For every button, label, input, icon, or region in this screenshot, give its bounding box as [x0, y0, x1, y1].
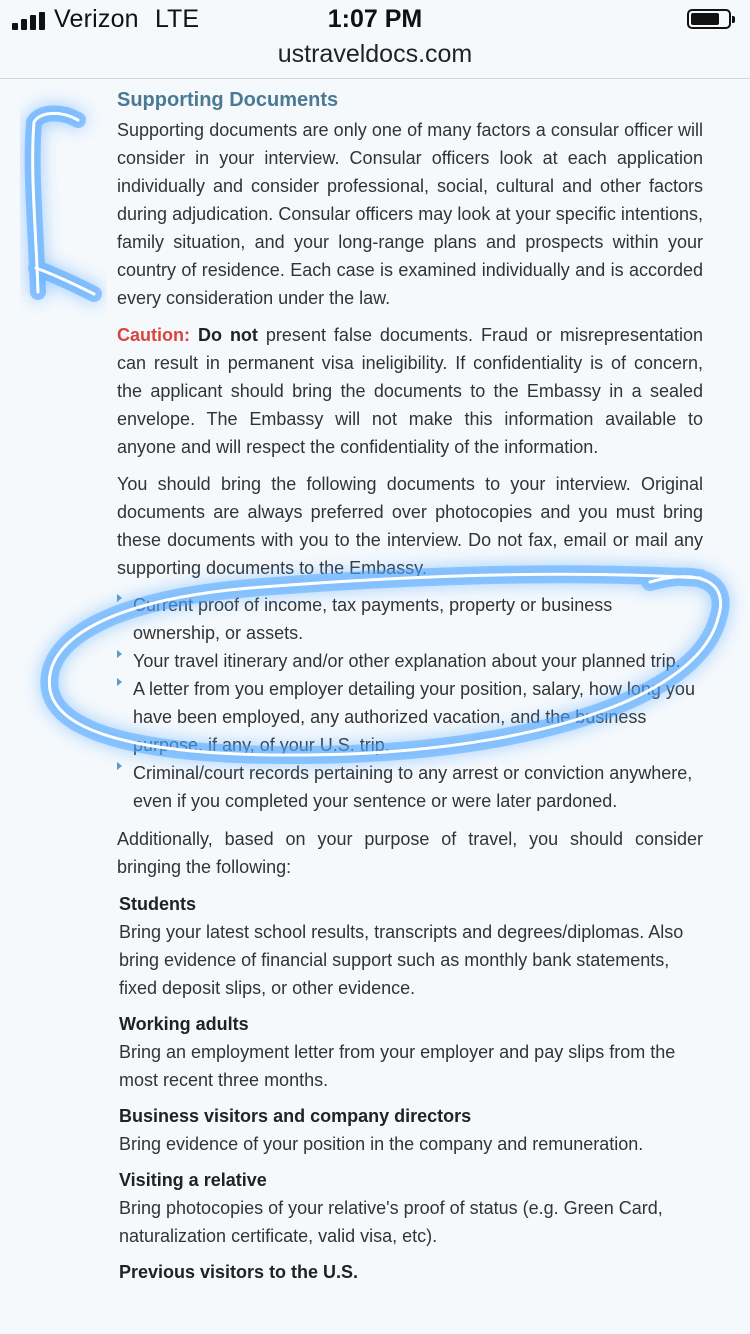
bullet-arrow-icon [117, 762, 122, 770]
toolbar-divider [0, 78, 750, 79]
caution-emphasis: Do not [197, 325, 258, 345]
category-description: Bring evidence of your position in the company and remuneration. [119, 1134, 644, 1154]
intro-paragraph: Supporting documents are only one of many factors a consular officer will consider in your interview. Consular officers look at each application individually and consider professional, social, cultural and other factors during adjudication. Consular officers may look at your specific intentions, family situation, and your long-range plans and prospects within your country of residence. Each case is examined individually and is accorded every consideration under the law. [117, 120, 703, 308]
category-working-adults [119, 1010, 703, 1094]
category-description: Bring your latest school results, transcripts and degrees/diplomas. Also bring evidence of financial support such as monthly bank statements, fixed deposit slips, or other evidence. [119, 922, 684, 998]
category-students [119, 890, 703, 1002]
list-item-text: Criminal/court records pertaining to any arrest or conviction anywhere, even if you completed your sentence or were later pardoned. [133, 763, 693, 811]
list-item-text: Your travel itinerary and/or other explanation about your planned trip. [133, 651, 681, 671]
additional-intro-paragraph: Additionally, based on your purpose of travel, you should consider bringing the following: [117, 829, 703, 877]
list-item-text: Current proof of income, tax payments, property or business ownership, or assets. [133, 595, 613, 643]
list-item [117, 675, 703, 759]
article-content [117, 86, 703, 1286]
bullet-arrow-icon [117, 594, 122, 602]
category-title: Working adults [119, 1014, 249, 1034]
category-description: Bring an employment letter from your employer and pay slips from the most recent three months. [119, 1042, 676, 1090]
clock: 1:07 PM [327, 5, 423, 33]
network-type: LTE [155, 5, 199, 33]
caution-label: Caution: [117, 325, 190, 345]
battery-icon [687, 9, 731, 29]
caution-paragraph [117, 321, 703, 461]
list-item-text: A letter from you employer detailing your position, salary, how long you have been employed, any authorized vacation, and the business purpose, if any, of your U.S. trip. [133, 679, 695, 755]
caution-text: present false documents. Fraud or misrepresentation can result in permanent visa ineligibility. If confidentiality is of concern, the applicant should bring the documents to the Embassy in a sealed envelope. The Embassy will not make this information available to anyone and will respect the confidentiality of the information. [117, 325, 703, 457]
category-description: Bring photocopies of your relative's proof of status (e.g. Green Card, naturalization certificate, valid visa, etc). [119, 1198, 663, 1246]
category-business-visitors [119, 1102, 703, 1158]
bullet-arrow-icon [117, 678, 122, 686]
address-bar[interactable]: ustraveldocs.com [277, 40, 473, 68]
status-bar [0, 0, 750, 40]
bracket-annotation [33, 113, 94, 294]
category-visiting-relative [119, 1166, 703, 1250]
list-item [117, 759, 703, 815]
category-title: Students [119, 894, 197, 914]
document-list [117, 591, 703, 815]
category-title: Visiting a relative [119, 1170, 267, 1190]
list-item [117, 591, 703, 647]
category-previous-visitors: Previous visitors to the U.S. [119, 1262, 359, 1282]
bring-documents-paragraph: You should bring the following documents to your interview. Original documents are always preferred over photocopies and you must bring these documents with you to the interview. Do not fax, email or mail any supporting documents to the Embassy. [117, 474, 703, 578]
section-heading: Supporting Documents [117, 89, 339, 111]
carrier-name: Verizon [54, 5, 139, 33]
bullet-arrow-icon [117, 650, 122, 658]
category-title: Business visitors and company directors [119, 1106, 472, 1126]
list-item [117, 647, 703, 675]
